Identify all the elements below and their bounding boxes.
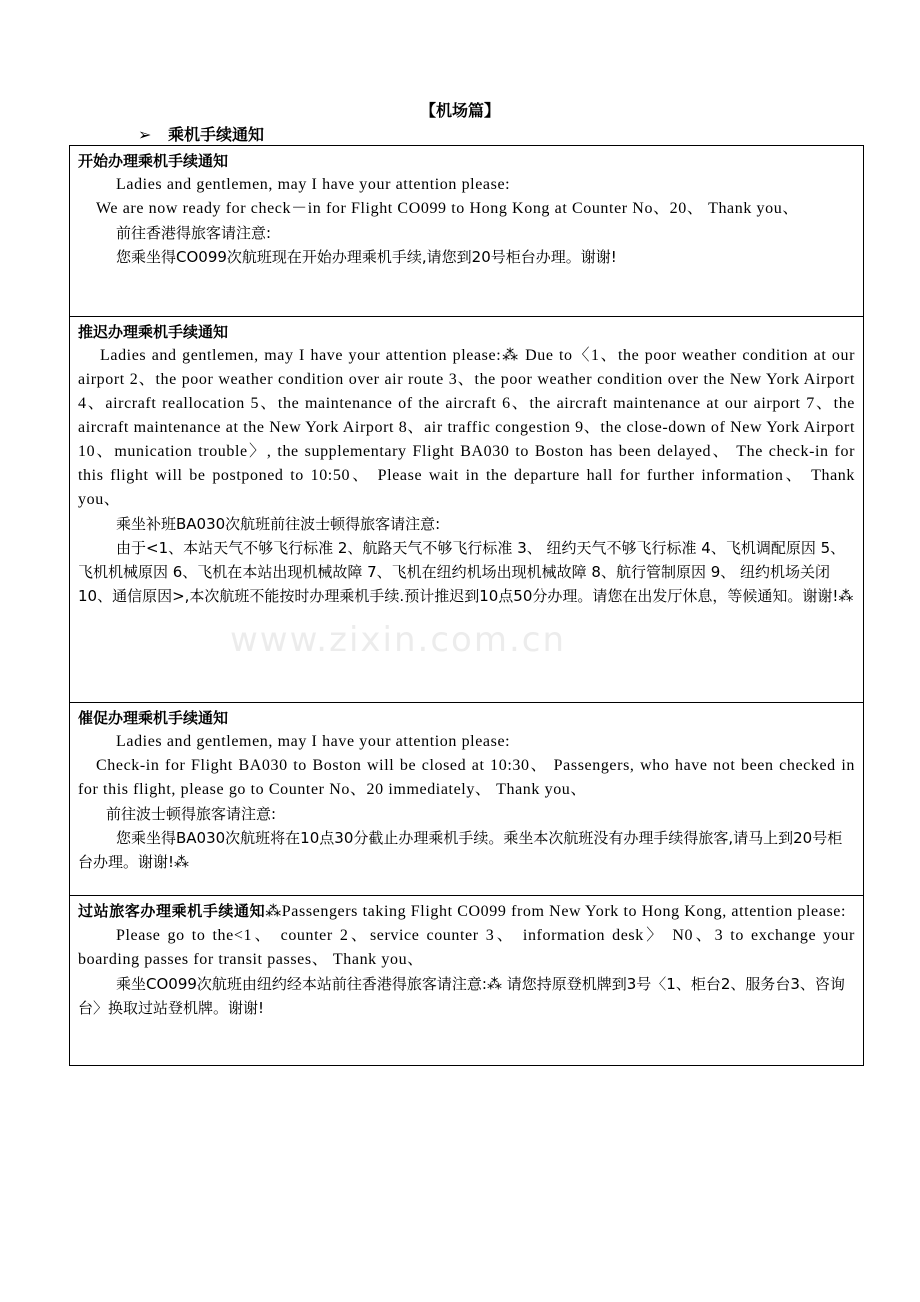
notice-delayed-checkin — [70, 316, 863, 702]
notice-title: 催促办理乘机手续通知 — [78, 709, 229, 727]
notice-english-body: We are now ready for check－in for Flight CO099 to Hong Kong at Counter No、20、 Thank you、 — [96, 200, 799, 217]
notice-english-line: Ladies and gentlemen, may I have your attention please: — [116, 176, 511, 193]
notice-chinese-body: 您乘坐得BA030次航班将在10点30分截止办理乘机手续。乘坐本次航班没有办理手续得旅客,请马上到20号柜台办理。谢谢!⁂ — [78, 829, 843, 871]
arrow-bullet-icon: ➢ — [138, 125, 152, 144]
notice-urge-checkin — [70, 702, 863, 895]
notice-title: 开始办理乘机手续通知 — [78, 152, 229, 170]
notice-chinese-line: 前往香港得旅客请注意: — [116, 224, 272, 242]
notice-title: 过站旅客办理乘机手续通知 — [78, 902, 266, 920]
notice-english-line — [78, 899, 855, 924]
notice-english-text: ⁂Passengers taking Flight CO099 from New York to Hong Kong, attention please: — [265, 903, 847, 920]
notice-chinese-body: 您乘坐得CO099次航班现在开始办理乘机手续,请您到20号柜台办理。谢谢! — [116, 248, 617, 266]
notice-english-line: Ladies and gentlemen, may I have your attention please: — [116, 733, 511, 750]
notice-chinese-line: 前往波士顿得旅客请注意: — [106, 805, 277, 823]
notice-start-checkin — [70, 146, 863, 316]
notice-english-body: Ladies and gentlemen, may I have your attention please:⁂ Due to〈1、the poor weather condition at our airport 2、the poor weather condition over air route 3、the poor weather condition over the New York Airport 4、aircraft reallocation 5、the maintenance of the aircraft 6、the aircraft maintenance at our airport 7、the aircraft maintenance at the New York Airport 8、air traffic congestion 9、the close-down of New York Airport 10、munication trouble〉, the supplementary Flight BA030 to Boston has been delayed、 The check-in for this flight will be postponed to 10:50、 Please wait in the departure hall for further information、 Thank you、 — [78, 347, 855, 508]
section-heading-text: 乘机手续通知 — [168, 125, 265, 144]
notice-chinese-body: 乘坐CO099次航班由纽约经本站前往香港得旅客请注意:⁂ 请您持原登机牌到3号〈1、柜台2、服务台3、咨询台〉换取过站登机牌。谢谢! — [78, 975, 845, 1017]
notice-table — [69, 145, 864, 1066]
notice-chinese-body: 由于<1、本站天气不够飞行标准 2、航路天气不够飞行标准 3、 纽约天气不够飞行标准 4、飞机调配原因 5、飞机机械原因 6、飞机在本站出现机械故障 7、飞机在纽约机场出现机械故障 8、航行管制原因 9、 纽约机场关闭 10、通信原因>,本次航班不能按时办理乘机手续.预计推迟到10点50分办理。请您在出发厅休息，等候通知。谢谢!⁂ — [78, 539, 854, 605]
notice-chinese-line: 乘坐补班BA030次航班前往波士顿得旅客请注意: — [116, 515, 441, 533]
notice-english-body: Check-in for Flight BA030 to Boston will be closed at 10:30、 Passengers, who have not been checked in for this flight, please go to Counter No、20 immediately、 Thank you、 — [78, 757, 855, 798]
page-title: 【机场篇】 — [419, 101, 500, 120]
notice-transit-checkin — [70, 895, 863, 1065]
section-heading — [138, 122, 264, 145]
notice-title: 推迟办理乘机手续通知 — [78, 323, 229, 341]
notice-english-body: Please go to the<1、 counter 2、service counter 3、 information desk〉 N0、3 to exchange your boarding passes for transit passes、 Thank you、 — [78, 927, 855, 968]
watermark: www.zixin.com.cn — [230, 620, 566, 660]
